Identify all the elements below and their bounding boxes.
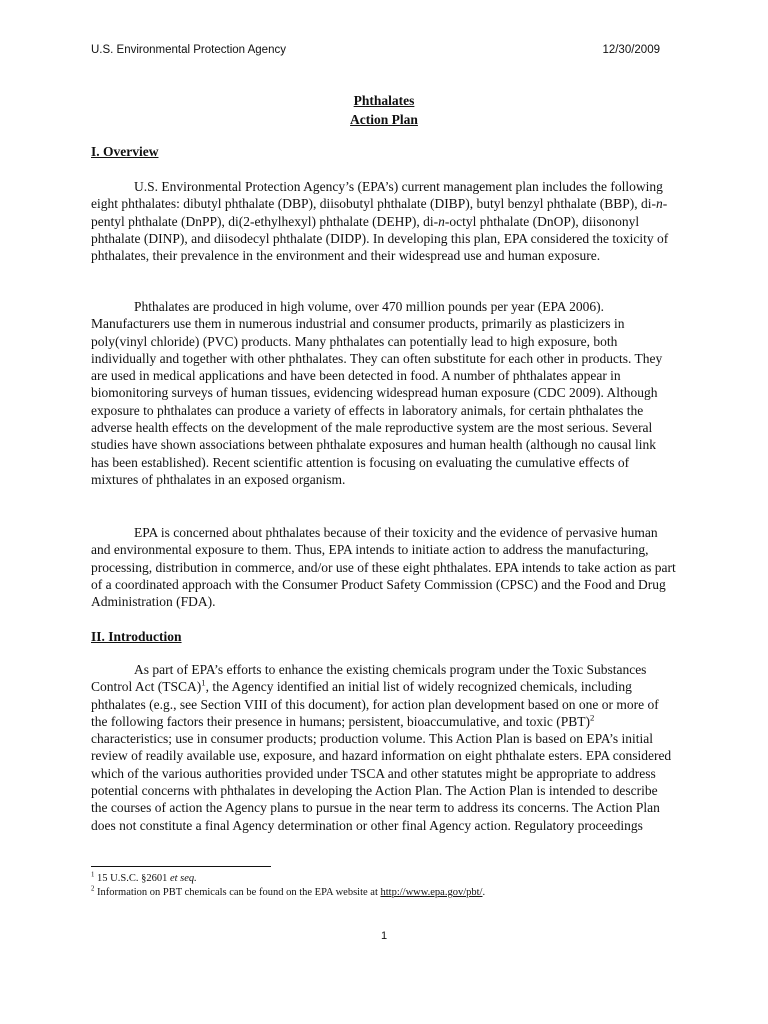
intro-text-a: As part of EPA’s efforts to enhance the existing chemicals program under the Toxic Substances Control Act (TSCA) xyxy=(91,662,647,695)
overview-paragraph-2: Phthalates are produced in high volume, over 470 million pounds per year (EPA 2006). Manufacturers use them in numerous industrial and consumer products, primarily as plasticizers in poly(vinyl chloride) (PVC) products. Many phthalates can potentially lead to high exposure, both individually and together with other phthalates. They can often substitute for each other in products. They are used in medical applications and have been detected in food. A number of phthalates appear in biomonitoring surveys of human tissues, evidencing widespread human exposure (CDC 2009). Although exposure to phthalates can produce a variety of effects in laboratory animals, for certain phthalates the adverse health effects on the development of the male reproductive system are the most serious. Several studies have shown associations between phthalate exposures and human health (although no causal link has been established). Recent scientific attention is focusing on evaluating the cumulative effects of mixtures of phthalates in an exposed organism. xyxy=(91,299,663,487)
epa-pbt-link[interactable]: http://www.epa.gov/pbt/ xyxy=(380,887,483,898)
intro-text-c: characteristics; use in consumer products; production volume. This Action Plan is based on EPA’s initial review of readily available use, exposure, and hazard information on eight phthalate esters. EPA considered which of the various authorities provided under TSCA and other statutes might be appropriate to address potential concerns with phthalates in developing the Action Plan. The Action Plan is intended to describe the courses of action the Agency plans to pursue in the near term to address its concerns. The Action Plan does not constitute a final Agency determination or other final Agency action. Regulatory proceedings xyxy=(91,731,672,833)
footnote-1-italic: et seq. xyxy=(169,873,197,884)
footnote-2-end: . xyxy=(482,887,486,898)
header-date: 12/30/2009 xyxy=(602,44,660,56)
introduction-heading: II. Introduction xyxy=(91,629,182,644)
page-header xyxy=(91,44,660,62)
footnote-1-number: 1 xyxy=(91,871,95,879)
title-line-2: Action Plan xyxy=(350,112,418,127)
intro-text-b: , the Agency identified an initial list of widely recognized chemicals, including phthalates (e.g., see Section VIII of this document), for action plan development based on one or more of the following factors their presence in humans; persistent, bioaccumulative, and toxic (PBT) xyxy=(91,679,659,729)
document-title xyxy=(0,91,768,129)
footnote-1-text: 15 U.S.C. §2601 xyxy=(94,873,170,884)
overview-heading: I. Overview xyxy=(91,144,159,159)
footnote-ref-2[interactable]: 2 xyxy=(590,712,595,723)
footnote-divider xyxy=(91,866,271,867)
title-line-1: Phthalates xyxy=(353,93,415,108)
overview-paragraph-3: EPA is concerned about phthalates because of their toxicity and the evidence of pervasive human and environmental exposure to them. Thus, EPA intends to initiate action to address the manufacturing, processing, distribution in commerce, and/or use of these eight phthalates. EPA intends to take action as part of a coordinated approach with the Consumer Product Safety Commission (CPSC) and the Food and Drug Administration (FDA). xyxy=(91,525,676,610)
footnote-2-text: Information on PBT chemicals can be found on the EPA website at xyxy=(94,887,381,898)
footnote-1 xyxy=(91,872,197,886)
footnote-2 xyxy=(91,886,485,900)
footnote-ref-1[interactable]: 1 xyxy=(201,677,206,688)
footnote-2-number: 2 xyxy=(91,885,95,893)
page-number: 1 xyxy=(380,930,388,942)
header-agency: U.S. Environmental Protection Agency xyxy=(91,44,286,56)
introduction-paragraph-1 xyxy=(91,661,677,834)
overview-paragraph-1: U.S. Environmental Protection Agency’s (EPA’s) current management plan includes the following eight phthalates: dibutyl phthalate (DBP), diisobutyl phthalate (DIBP), butyl benzyl phthalate (BBP), di-n-pentyl phthalate (DnPP), di(2-ethylhexyl) phthalate (DEHP), di-n-octyl phthalate (DnOP), diisononyl phthalate (DINP), and diisodecyl phthalate (DIDP). In developing this plan, EPA considered the toxicity of phthalates, their prevalence in the environment and their widespread use and human exposure. xyxy=(91,179,669,264)
